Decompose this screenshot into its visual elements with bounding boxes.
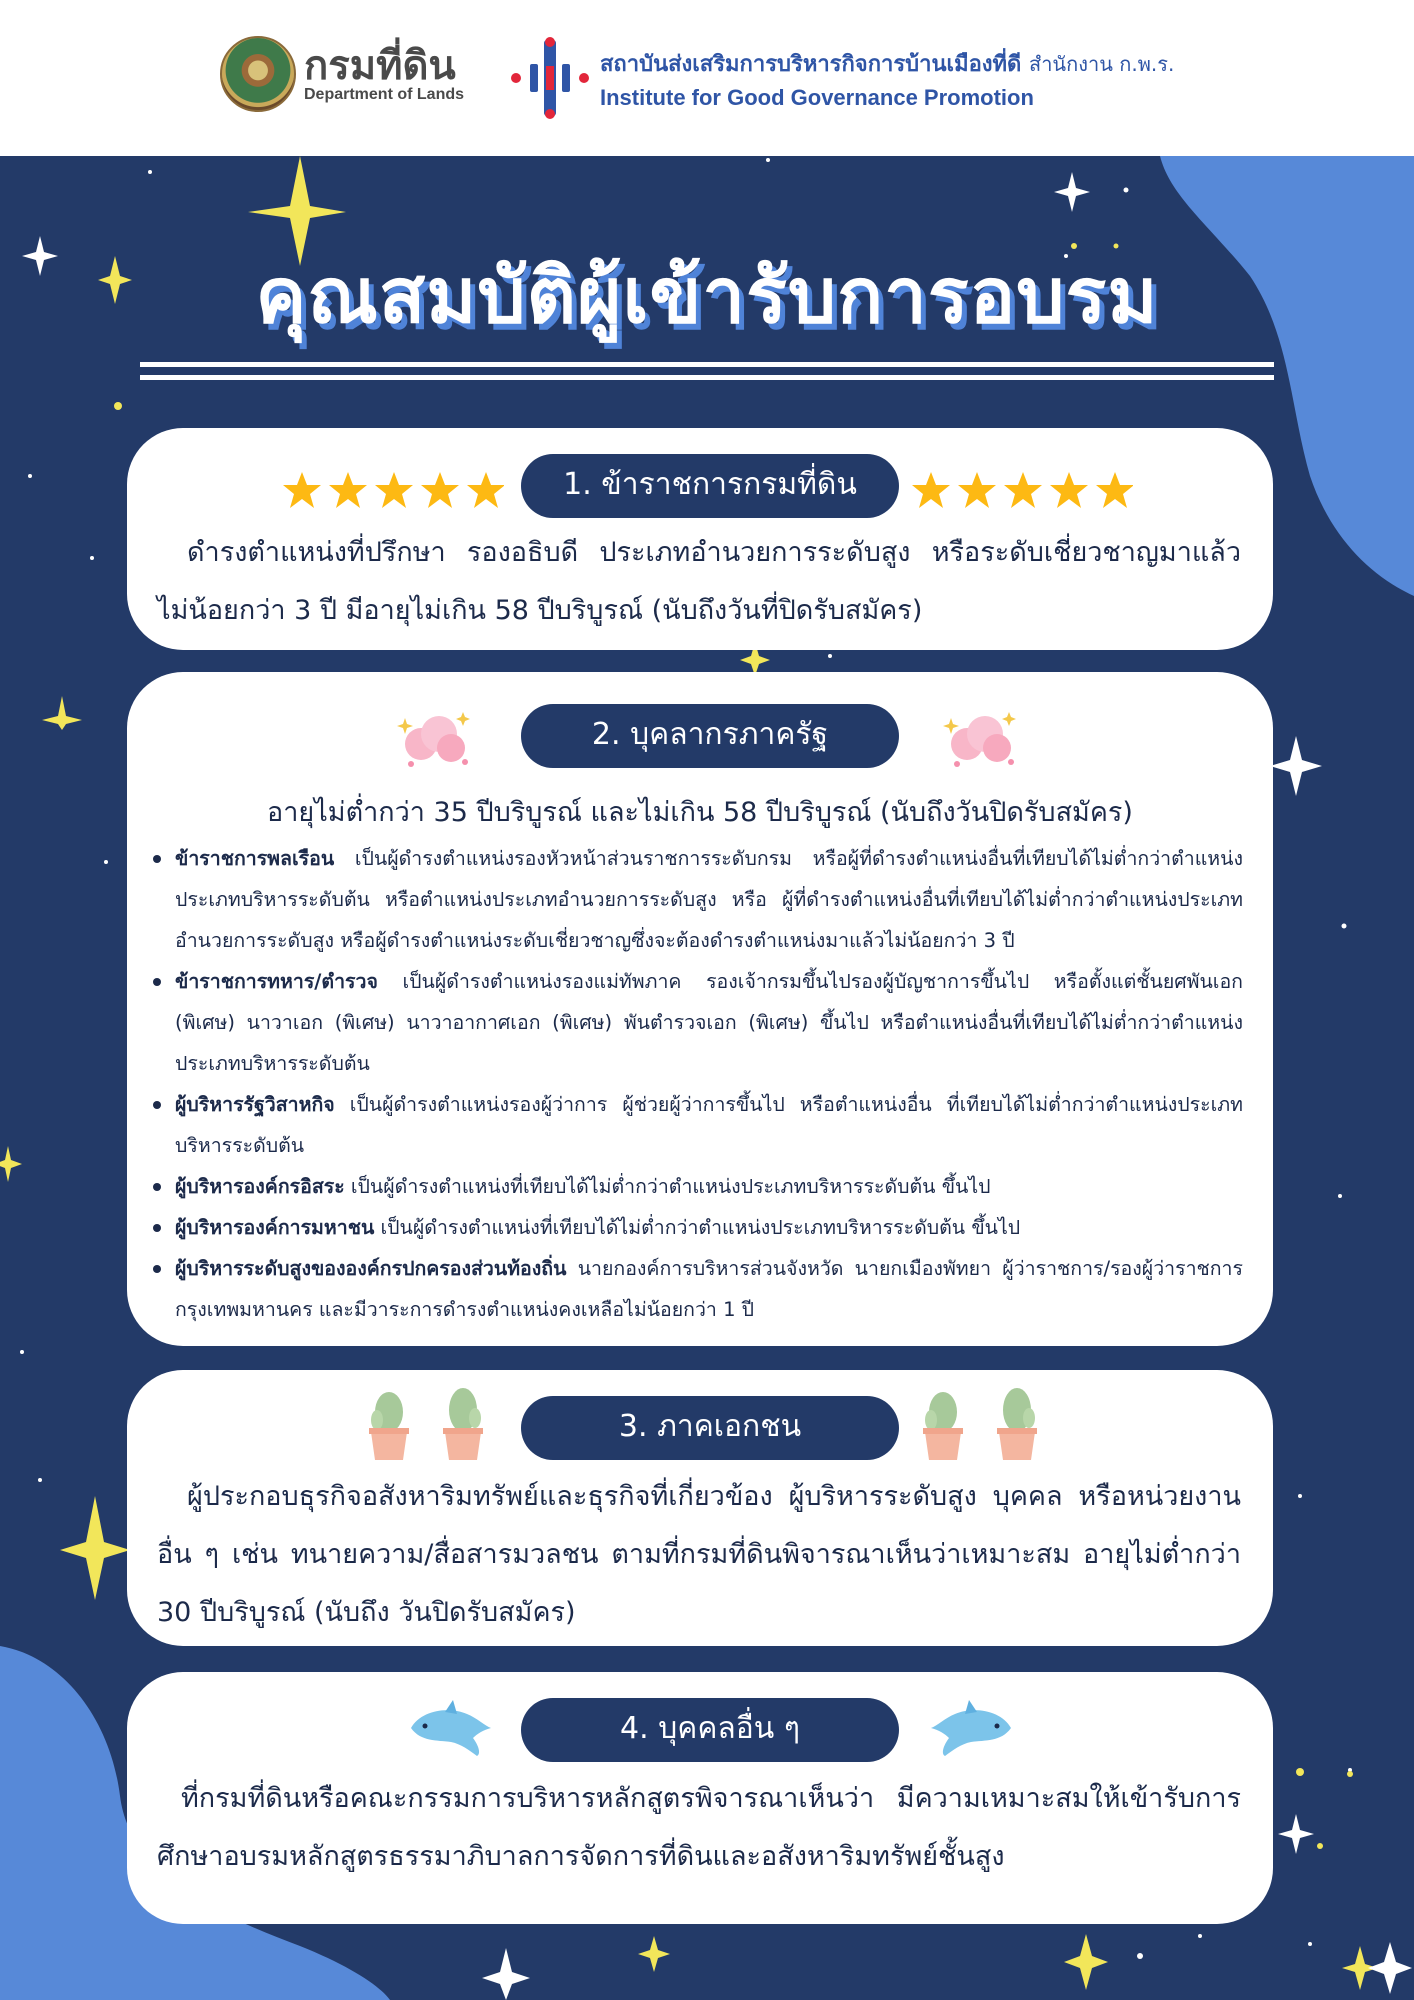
white-star-top-right: [1054, 172, 1090, 212]
section-card-1: [127, 428, 1273, 650]
pink-cloud-icon-right: [941, 702, 1021, 778]
cactus-pot-icons-left: [363, 1384, 503, 1468]
gold-stars-left: [282, 470, 504, 514]
list-item: ผู้บริหารองค์การมหาชน เป็นผู้ดำรงตำแหน่งที่เทียบได้ไม่ต่ำกว่าตำแหน่งประเภทบริหารระดับต้น ขึ้นไป: [175, 1207, 1243, 1248]
department-of-lands-logo: [220, 36, 464, 112]
page-title: คุณสมบัติผู้เข้ารับการอบรม: [255, 251, 1159, 340]
yellow-star-bottom: [638, 1936, 670, 1972]
big-yellow-star-left-bottom: [60, 1496, 130, 1600]
pink-cloud-icon-left: [395, 702, 475, 778]
list-item: ข้าราชการพลเรือน เป็นผู้ดำรงตำแหน่งรองหัวหน้าส่วนราชการระดับกรม หรือผู้ที่ดำรงตำแหน่งอื่นที่เทียบได้ไม่ต่ำกว่าตำแหน่งประเภทบริหารระดับต้น หรือตำแหน่งประเภทอำนวยการระดับสูง หรือ ผู้ที่ดำรงตำแหน่งอื่นที่เทียบได้ไม่ต่ำกว่าตำแหน่งประเภทอำนวยการระดับสูง หรือผู้ดำรงตำแหน่งระดับเชี่ยวชาญซึ่งจะต้องดำรงตำแหน่งมาแล้วไม่น้อยกว่า 3 ปี: [175, 838, 1243, 961]
section-2-heading: 2. บุคลากรภาครัฐ: [521, 704, 899, 768]
yellow-star-left-lower: [0, 1146, 22, 1182]
section-card-4: [127, 1672, 1273, 1924]
white-star-bottom: [482, 1948, 530, 2000]
section-3-text: ผู้ประกอบธุรกิจอสังหาริมทรัพย์และธุรกิจที่เกี่ยวข้อง ผู้บริหารระดับสูง บุคคล หรือหน่วยงานอื่น ๆ เช่น ทนายความ/สื่อสารมวลชน ตามที่กรมที่ดินพิจารณาเห็นว่าเหมาะสม อายุไม่ต่ำกว่า 30 ปีบริบูรณ์ (นับถึง วันปิดรับสมัคร): [157, 1481, 1241, 1628]
section-1-text: ดำรงตำแหน่งที่ปรึกษา รองอธิบดี ประเภทอำนวยการระดับสูง หรือระดับเชี่ยวชาญมาแล้ว ไม่น้อยกว่า 3 ปี มีอายุไม่เกิน 58 ปีบริบูรณ์ (นับถึงวันที่ปิดรับสมัคร): [157, 537, 1241, 626]
iggp-emblem-icon: [508, 36, 592, 120]
list-item: ผู้บริหารองค์กรอิสระ เป็นผู้ดำรงตำแหน่งที่เทียบได้ไม่ต่ำกว่าตำแหน่งประเภทบริหารระดับต้น ขึ้นไป: [175, 1166, 1243, 1207]
yellow-star-bottom-right: [1064, 1934, 1108, 1990]
section-1-heading: 1. ข้าราชการกรมที่ดิน: [521, 454, 899, 518]
section-card-3: [127, 1370, 1273, 1646]
section-2-subheading: อายุไม่ต่ำกว่า 35 ปีบริบูรณ์ และไม่เกิน 58 ปีบริบูรณ์ (นับถึงวันปิดรับสมัคร): [267, 797, 1133, 828]
gold-stars-right: [911, 470, 1133, 514]
lands-seal-icon: [220, 36, 296, 112]
dolphin-icon-right: [929, 1698, 1015, 1762]
dol-english-name: Department of Lands: [304, 86, 465, 103]
white-star-far-right-bottom: [1368, 1942, 1412, 1994]
dol-thai-name: กรมที่ดิน: [304, 43, 456, 89]
section-2-list: [175, 838, 1243, 1330]
dolphin-icon-left: [407, 1698, 493, 1762]
iggp-thai-subname: สำนักงาน ก.พ.ร.: [1028, 51, 1175, 76]
list-item: ผู้บริหารระดับสูงขององค์กรปกครองส่วนท้องถิ่น นายกองค์การบริหารส่วนจังหวัด นายกเมืองพัทยา ผู้ว่าราชการ/รองผู้ว่าราชการกรุงเทพมหานคร และมีวาระการดำรงตำแหน่งคงเหลือไม่น้อยกว่า 1 ปี: [175, 1248, 1243, 1330]
title-underline-top: [140, 362, 1274, 367]
cactus-pot-icon: [369, 1392, 409, 1460]
section-card-2: [127, 672, 1273, 1346]
cactus-pot-icon: [443, 1388, 483, 1460]
iggp-logo: [508, 36, 1174, 120]
cactus-pot-icons-right: [917, 1384, 1057, 1468]
cactus-pot-icon: [997, 1388, 1037, 1460]
section-4-heading: 4. บุคคลอื่น ๆ: [521, 1698, 899, 1762]
title-underline-bottom: [140, 375, 1274, 380]
list-item: ข้าราชการทหาร/ตำรวจ เป็นผู้ดำรงตำแหน่งรองแม่ทัพภาค รองเจ้ากรมขึ้นไปรองผู้บัญชาการขึ้นไป หรือตั้งแต่ชั้นยศพันเอก (พิเศษ) นาวาเอก (พิเศษ) นาวาอากาศเอก (พิเศษ) พันตำรวจเอก (พิเศษ) ขึ้นไป หรือตำแหน่งอื่นที่เทียบได้ไม่ต่ำกว่าตำแหน่งประเภทบริหารระดับต้น: [175, 961, 1243, 1084]
list-item: ผู้บริหารรัฐวิสาหกิจ เป็นผู้ดำรงตำแหน่งรองผู้ว่าการ ผู้ช่วยผู้ว่าการขึ้นไป หรือตำแหน่งอื่น ที่เทียบได้ไม่ต่ำกว่าตำแหน่งประเภทบริหารระดับต้น: [175, 1084, 1243, 1166]
white-star-right-lower: [1278, 1814, 1314, 1854]
cactus-pot-icon: [923, 1392, 963, 1460]
section-3-heading: 3. ภาคเอกชน: [521, 1396, 899, 1460]
iggp-english-name: Institute for Good Governance Promotion: [600, 84, 1034, 110]
white-star-right: [1270, 736, 1322, 796]
section-4-text: ที่กรมที่ดินหรือคณะกรรมการบริหารหลักสูตรพิจารณาเห็นว่า มีความเหมาะสมให้เข้ารับการศึกษาอบรมหลักสูตรธรรมาภิบาลการจัดการที่ดินและอสังหาริมทรัพย์ชั้นสูง: [157, 1783, 1241, 1872]
yellow-star-left-mid: [42, 696, 82, 730]
header-logos: [0, 0, 1414, 156]
iggp-thai-name: สถาบันส่งเสริมการบริหารกิจการบ้านเมืองที่ดี: [600, 51, 1022, 77]
